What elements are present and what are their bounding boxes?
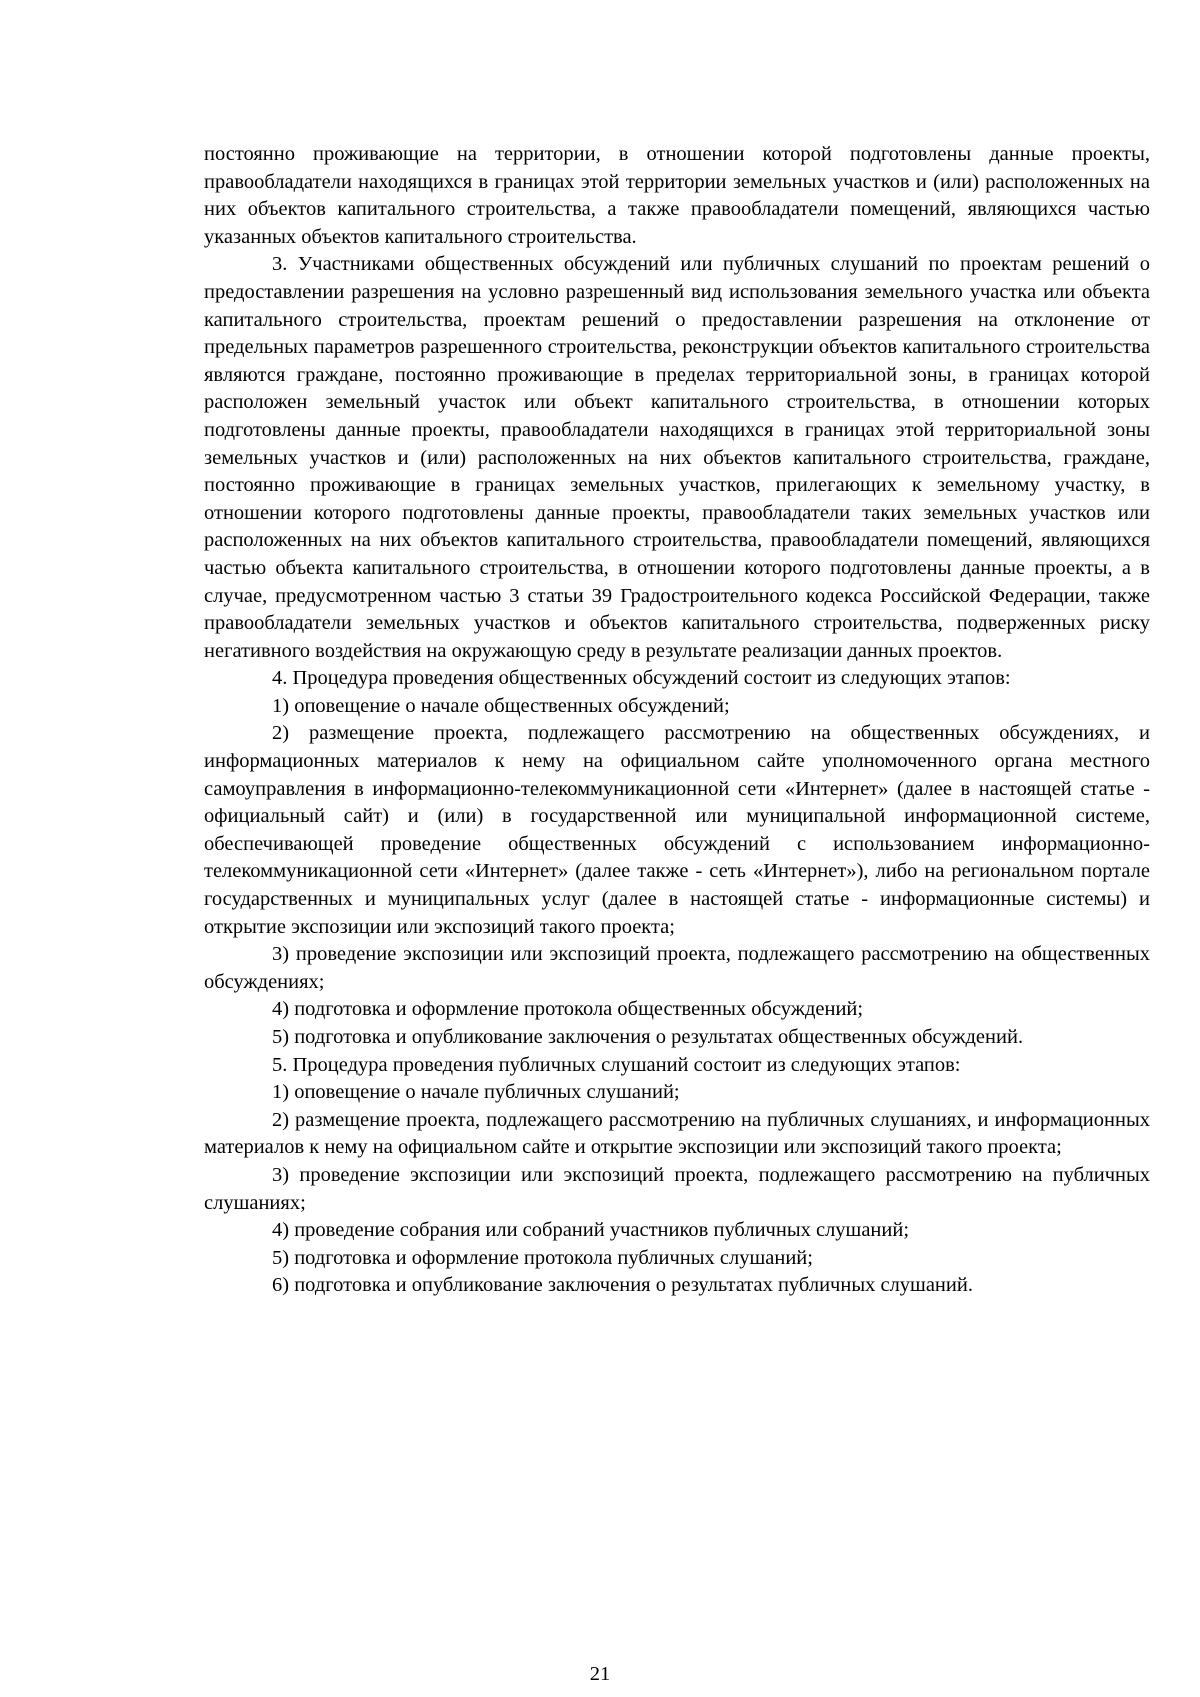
list-item: 2) размещение проекта, подлежащего рассмотрению на общественных обсуждениях, и информационных материалов к нему на официальном сайте уполномоченного органа местного самоуправления в информационно-телекоммуникационной сети «Интернет» (далее в настоящей статье - официальный сайт) и (или) в государственной или муниципальной информационной системе, обеспечивающей проведение общественных обсуждений с использованием информационно-телекоммуникационной сети «Интернет» (далее также - сеть «Интернет»), либо на региональном портале государственных и муниципальных услуг (далее в настоящей статье - информационные системы) и открытие экспозиции или экспозиций такого проекта; <box>204 722 1150 938</box>
page-number: 21 <box>589 1663 611 1685</box>
list-item: 1) оповещение о начале публичных слушаний; <box>272 1081 680 1104</box>
list-item: 5) подготовка и опубликование заключения о результатах общественных обсуждений. <box>272 1026 1024 1048</box>
list-item: 4) проведение собрания или собраний участников публичных слушаний; <box>272 1219 910 1242</box>
list-item: 5) подготовка и оформление протокола публичных слушаний; <box>272 1246 813 1269</box>
paragraph-item-4-procedure-discussions: 4. Процедура проведения общественных обсуждений состоит из следующих этапов: <box>272 667 1011 690</box>
list-item: 4) подготовка и оформление протокола общественных обсуждений; <box>272 998 864 1021</box>
paragraph-item-5-procedure-hearings: 5. Процедура проведения публичных слушаний состоит из следующих этапов: <box>272 1053 961 1076</box>
list-item: 3) проведение экспозиции или экспозиций проекта, подлежащего рассмотрению на публичных слушаниях; <box>204 1163 1150 1214</box>
paragraph-item-3-participants: 3. Участниками общественных обсуждений или публичных слушаний по проектам решений о предоставлении разрешения на условно разрешенный вид использования земельного участка или объекта капитального строительства, проектам решений о предоставлении разрешения на отклонение от предельных параметров разрешенного строительства, реконструкции объектов капитального строительства являются граждане, постоянно проживающие в пределах территориальной зоны, в границах которой расположен земельный участок или объект капитального строительства, в отношении которых подготовлены данные проекты, правообладатели находящихся в границах этой территориальной зоны земельных участков и (или) расположенных на них объектов капитального строительства, граждане, постоянно проживающие в границах земельных участков, прилегающих к земельному участку, в отношении которого подготовлены данные проекты, правообладатели таких земельных участков или расположенных на них объектов капитального строительства, правообладатели помещений, являющихся частью объекта капитального строительства, в отношении которого подготовлены данные проекты, а в случае, предусмотренном частью 3 статьи 39 Градостроительного кодекса Российской Федерации, также правообладатели земельных участков и объектов капитального строительства, подверженных риску негативного воздействия на окружающую среду в результате реализации данных проектов. <box>204 253 1150 662</box>
document-body <box>204 141 1150 1300</box>
paragraph-continuation: постоянно проживающие на территории, в отношении которой подготовлены данные проекты, правообладатели находящихся в границах этой территории земельных участков и (или) расположенных на них объектов капитального строительства, а также правообладатели помещений, являющихся частью указанных объектов капитального строительства. <box>204 143 1150 248</box>
list-item: 3) проведение экспозиции или экспозиций проекта, подлежащего рассмотрению на общественных обсуждениях; <box>204 943 1150 993</box>
list-item: 1) оповещение о начале общественных обсуждений; <box>272 694 730 717</box>
list-item: 6) подготовка и опубликование заключения о результатах публичных слушаний. <box>272 1274 973 1297</box>
list-item: 2) размещение проекта, подлежащего рассмотрению на публичных слушаниях, и информационных материалов к нему на официальном сайте и открытие экспозиции или экспозиций такого проекта; <box>204 1108 1150 1159</box>
